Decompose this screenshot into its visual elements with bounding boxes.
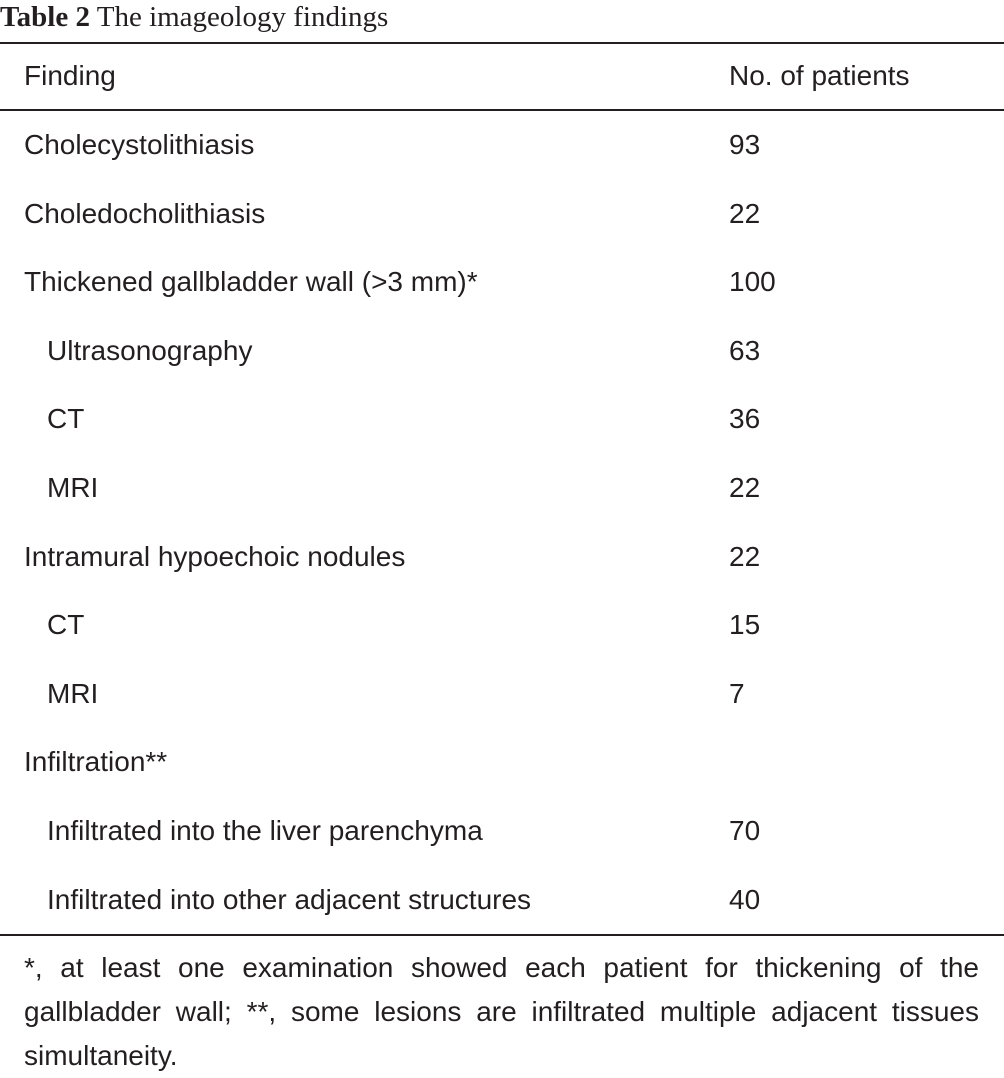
table-row [0,194,1004,234]
table-header [0,56,1004,96]
row-count: 7 [729,678,745,709]
table-row [0,674,1004,714]
row-count: 70 [729,815,761,846]
header-rule [0,109,1004,111]
row-finding: Intramural hypoechoic nodules [24,541,406,572]
row-count: 100 [729,266,776,297]
row-finding: MRI [47,472,99,503]
table-label: Table 2 [0,1,90,33]
row-finding: CT [47,403,85,434]
row-count: 15 [729,609,761,640]
table-row [0,262,1004,302]
row-finding: Thickened gallbladder wall (>3 mm)* [24,266,478,297]
row-count: 22 [729,541,761,572]
table-row [0,468,1004,508]
table-row [0,811,1004,851]
row-finding: Infiltrated into the liver parenchyma [47,815,483,846]
bottom-rule [0,934,1004,936]
table-caption [0,0,1004,40]
row-finding: Infiltration** [24,746,168,777]
table-title: The imageology findings [96,1,389,33]
row-count: 22 [729,198,761,229]
row-finding: MRI [47,678,99,709]
table-row [0,537,1004,577]
row-finding: Choledocholithiasis [24,198,266,229]
row-count: 93 [729,129,761,160]
header-count: No. of patients [729,60,910,91]
top-rule [0,42,1004,44]
table-row [0,399,1004,439]
table-row [0,331,1004,371]
header-finding: Finding [24,60,116,91]
table-row [0,605,1004,645]
row-count: 63 [729,335,761,366]
row-count: 36 [729,403,761,434]
table-row [0,880,1004,920]
row-count: 22 [729,472,761,503]
table-row [0,125,1004,165]
table-row [0,742,1004,782]
row-finding: CT [47,609,85,640]
row-count: 40 [729,884,761,915]
row-finding: Ultrasonography [47,335,253,366]
table-footnote: *, at least one examination showed each patient for thickening of the gallbladder wall; **, some lesions are infiltrated multiple adjacent tissues simultaneity. [24,952,979,1071]
row-finding: Cholecystolithiasis [24,129,255,160]
row-finding: Infiltrated into other adjacent structures [47,884,532,915]
